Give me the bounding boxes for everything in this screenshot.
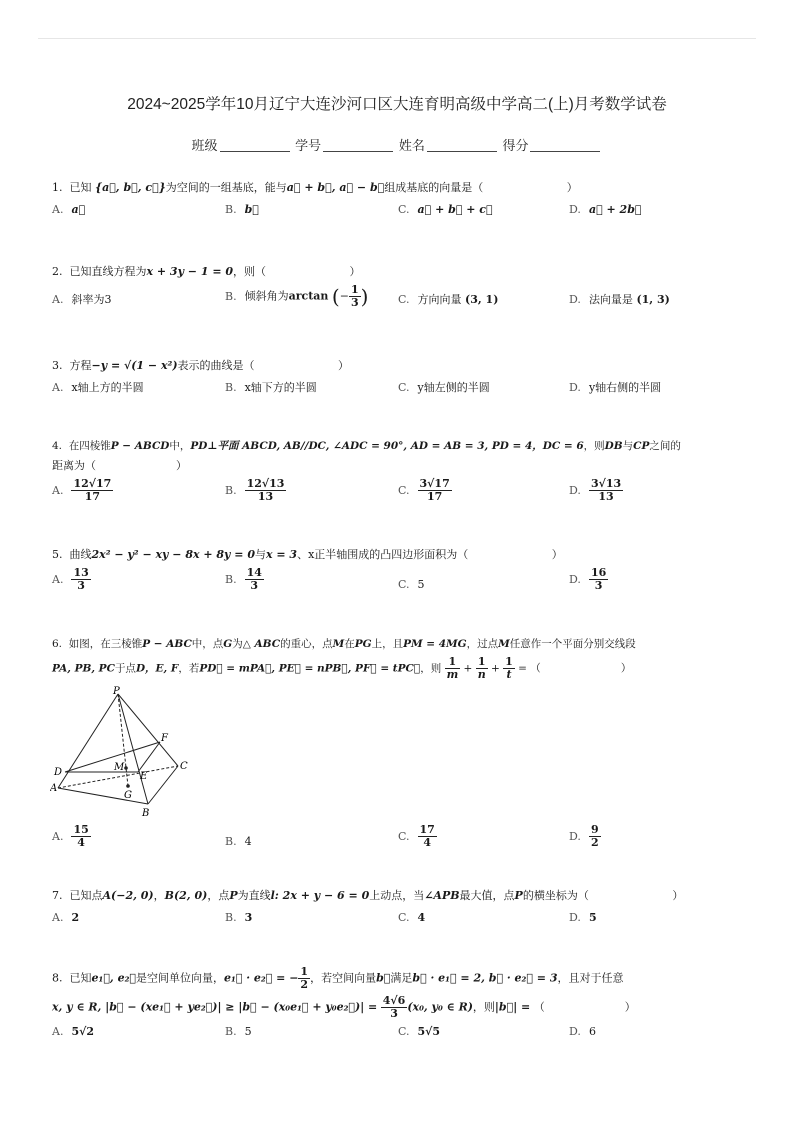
question-stem: 5. 曲线2x² − y² − xy − 8x + 8y = 0与x = 3、x正半轴围成的凸四边形面积为（ ） xyxy=(52,548,563,561)
question-8 xyxy=(52,966,752,1048)
option-b[interactable]: B. b⃗ xyxy=(225,203,259,216)
edge-pa xyxy=(58,694,118,788)
question-stem: 8. 已知e₁⃗, e₂⃗是空间单位向量，e₁⃗ · e₂⃗ = − $\frac{1}{2}$ ，若空间向量b⃗满足b⃗ · e₁⃗ = 2, b⃗ · e₂⃗ = 3，且对于任意 xyxy=(52,965,624,991)
question-5 xyxy=(52,545,752,603)
options xyxy=(52,567,752,603)
label-g: G xyxy=(124,790,132,801)
edge-pb xyxy=(118,694,148,804)
option-c[interactable]: C. 5√5 xyxy=(398,1025,441,1038)
question-6-options xyxy=(52,822,752,860)
point-m xyxy=(124,766,128,770)
question-stem-line2: 距离为（ ） xyxy=(52,459,187,472)
label-b: B xyxy=(142,808,150,819)
question-7 xyxy=(52,886,752,934)
question-4 xyxy=(52,436,752,514)
student-info xyxy=(0,135,794,154)
question-stem: 7. 已知点A(−2, 0)，B(2, 0)，点P为直线l: 2x + y − 6 = 0上动点，当∠APB最大值，点P的横坐标为（ ） xyxy=(52,889,684,902)
option-c[interactable]: C. a⃗ + b⃗ + c⃗ xyxy=(398,203,493,216)
question-1 xyxy=(52,178,752,226)
question-stem: 4. 在四棱锥P − ABCD中，PD⊥平面 ABCD, AB//DC, ∠ADC = 90°, AD = AB = 3, PD = 4，DC = 6，则DB与CP之间的 xyxy=(52,440,681,452)
question-2 xyxy=(52,262,752,318)
page-title: 2024~2025学年10月辽宁大连沙河口区大连育明高级中学高二(上)月考数学试卷 xyxy=(127,96,667,113)
option-a[interactable]: A. $\frac{12√17}{17}$ xyxy=(52,477,112,503)
question-stem: 2. 已知直线方程为x + 3y − 1 = 0，则（ ） xyxy=(52,265,361,278)
option-b[interactable]: B. $\frac{14}{3}$ xyxy=(225,566,262,592)
options xyxy=(52,1022,752,1048)
label-p: P xyxy=(113,686,120,697)
name-label: 姓名 xyxy=(398,138,425,153)
point-g xyxy=(126,784,130,788)
label-m: M xyxy=(114,762,125,773)
option-d[interactable]: D. $\frac{9}{2}$ xyxy=(569,823,599,849)
question-stem: 6. 如图，在三棱锥P − ABC中，点G为△ ABC的重心，点M在PG上，且PM = 4MG，过点M任意作一个平面分别交线段 xyxy=(52,638,636,650)
tetrahedron-figure xyxy=(50,684,200,820)
options xyxy=(52,284,752,318)
option-a[interactable]: A. $\frac{13}{3}$ xyxy=(52,566,89,592)
option-d[interactable]: D. a⃗ + 2b⃗ xyxy=(569,203,642,216)
option-d[interactable]: D. $\frac{16}{3}$ xyxy=(569,566,607,592)
option-d[interactable]: D. 法向量是 (1, 3) xyxy=(569,293,670,306)
option-b[interactable]: B. 5 xyxy=(225,1025,252,1038)
options xyxy=(52,200,752,226)
option-d[interactable]: D. 6 xyxy=(569,1025,596,1038)
option-c[interactable]: C. 4 xyxy=(398,911,426,924)
question-stem-line2: x, y ∈ R, |b⃗ − (xe₁⃗ + ye₂⃗)| ≥ |b⃗ − (x₀e₁⃗ + y₀e₂⃗)| = $\frac{4√6}{3}$ (x₀, y₀ ∈ R)，则|b⃗| = （ ） xyxy=(52,994,636,1020)
top-divider xyxy=(38,38,756,39)
option-c[interactable]: C. 5 xyxy=(398,578,425,591)
line-ef xyxy=(138,742,160,772)
option-c[interactable]: C. $\frac{3√17}{17}$ xyxy=(398,477,450,503)
options xyxy=(52,908,752,934)
label-e: E xyxy=(140,771,148,782)
options xyxy=(52,478,752,514)
label-c: C xyxy=(180,761,188,772)
option-c[interactable]: C. 方向向量 (3, 1) xyxy=(398,293,499,306)
options xyxy=(52,378,752,404)
name-blank xyxy=(427,139,497,152)
option-d[interactable]: D. y轴右侧的半圆 xyxy=(569,381,662,394)
question-6 xyxy=(52,634,752,681)
option-b[interactable]: B. 倾斜角为arctan (− $\frac{1}{3}$ ) xyxy=(225,283,369,309)
option-a[interactable]: A. 2 xyxy=(52,911,80,924)
class-blank xyxy=(220,139,290,152)
line-df xyxy=(65,742,160,772)
id-blank xyxy=(323,139,393,152)
class-label: 班级 xyxy=(191,138,218,153)
edge-pc xyxy=(118,694,178,766)
option-b[interactable]: B. 3 xyxy=(225,911,253,924)
option-a[interactable]: A. x轴上方的半圆 xyxy=(52,381,144,394)
question-stem: 1. 已知 {a⃗, b⃗, c⃗}为空间的一组基底，能与a⃗ + b⃗, a⃗ − b⃗组成基底的向量是（ ） xyxy=(52,181,578,194)
option-b[interactable]: B. 4 xyxy=(225,835,252,848)
edge-bc xyxy=(148,766,178,804)
option-c[interactable]: C. $\frac{17}{4}$ xyxy=(398,823,435,849)
score-label: 得分 xyxy=(502,138,529,153)
option-a[interactable]: A. 斜率为3 xyxy=(52,293,112,306)
options xyxy=(52,824,752,860)
option-d[interactable]: D. $\frac{3√13}{13}$ xyxy=(569,477,622,503)
option-a[interactable]: A. $\frac{15}{4}$ xyxy=(52,823,89,849)
label-a: A xyxy=(50,783,58,794)
option-d[interactable]: D. 5 xyxy=(569,911,597,924)
label-f: F xyxy=(161,733,168,744)
question-stem-line2: PA, PB, PC于点D，E, F，若PD⃗ = mPA⃗, PE⃗ = nPB⃗, PF⃗ = tPC⃗，则 $\frac{1}{m}$ + $\frac{1}{n}$ + $\frac{1}{t}$ = （ ） xyxy=(52,655,632,681)
id-label: 学号 xyxy=(295,138,322,153)
option-a[interactable]: A. 5√2 xyxy=(52,1025,94,1038)
label-d: D xyxy=(54,767,63,778)
option-b[interactable]: B. $\frac{12√13}{13}$ xyxy=(225,477,285,503)
option-c[interactable]: C. y轴左侧的半圆 xyxy=(398,381,490,394)
question-3 xyxy=(52,356,752,404)
question-stem: 3. 方程−y = √(1 − x²)表示的曲线是（ ） xyxy=(52,359,350,372)
option-b[interactable]: B. x轴下方的半圆 xyxy=(225,381,317,394)
score-blank xyxy=(530,139,600,152)
edge-ab xyxy=(58,788,148,804)
option-a[interactable]: A. a⃗ xyxy=(52,203,86,216)
